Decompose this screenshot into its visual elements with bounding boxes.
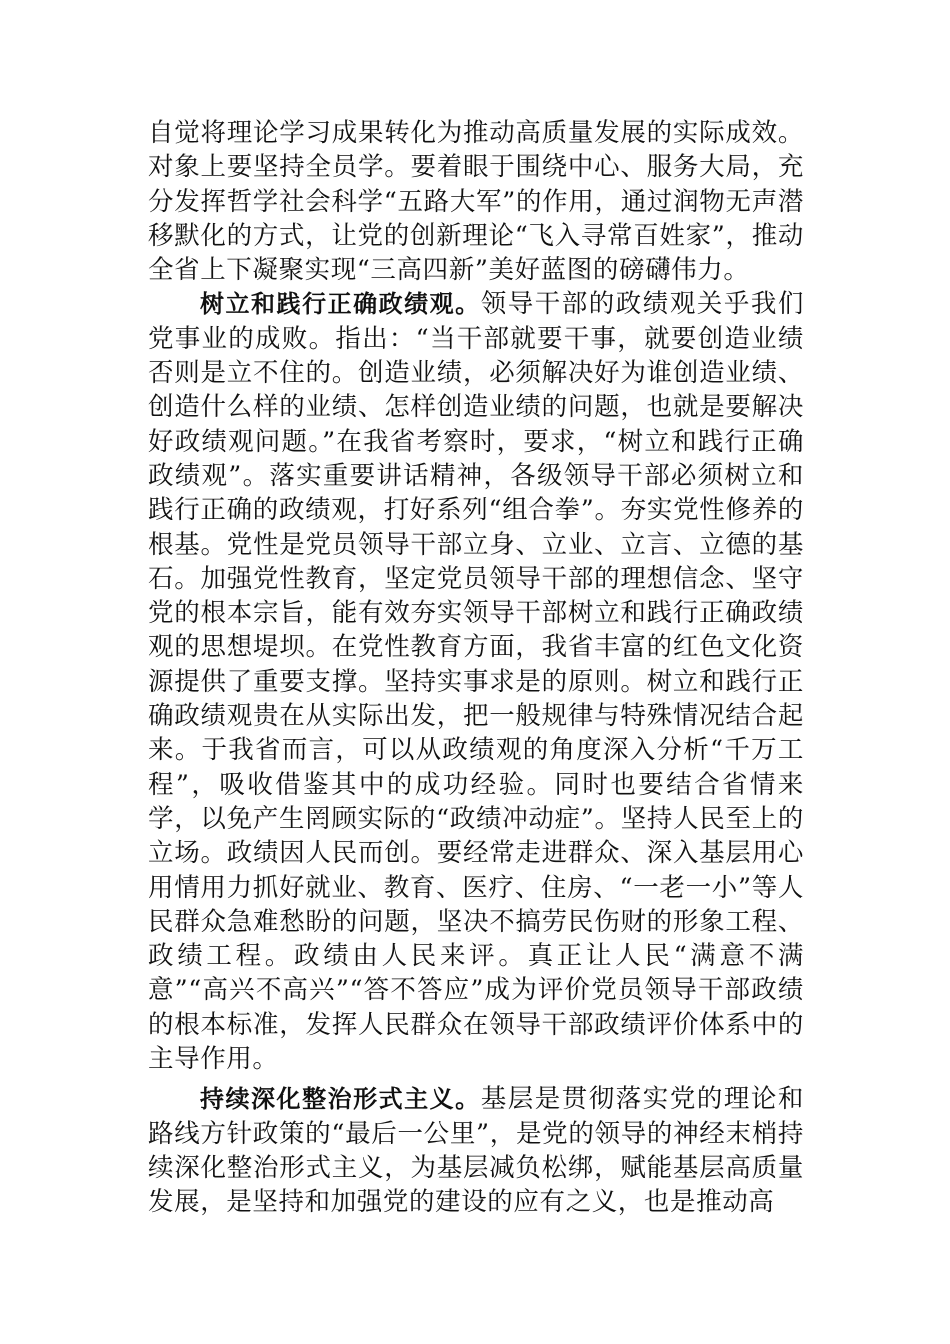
paragraph-heading: 树立和践行正确政绩观。: [200, 290, 481, 319]
paragraph-text: 基层是贯彻落实党的理论和路线方针政策的“最后一公里”，是党的领导的神经末梢持续深化整治形式主义，为基层减负松绑，赋能基层高质量发展，是坚持和加强党的建设的应有之义，也是推动高: [148, 1084, 804, 1218]
paragraph-text: 自觉将理论学习成果转化为推动高质量发展的实际成效。对象上要坚持全员学。要着眼于围绕中心、服务大局，充分发挥哲学社会科学“五路大军”的作用，通过润物无声潜移默化的方式，让党的创新理论“飞入寻常百姓家”，推动全省上下凝聚实现“三高四新”美好蓝图的磅礴伟力。: [148, 118, 804, 286]
paragraph-formalism: [148, 1082, 804, 1219]
paragraph-text: 领导干部的政绩观关乎我们党事业的成败。指出：“当干部就要干事，就要创造业绩否则是立不住的。创造业绩，必须解决好为谁创造业绩、创造什么样的业绩、怎样创造业绩的问题，也就是要解决好政绩观问题。”在我省考察时，要求，“树立和践行正确政绩观”。落实重要讲话精神，各级领导干部必须树立和践行正确的政绩观，打好系列“组合拳”。夯实党性修养的根基。党性是党员领导干部立身、立业、立言、立德的基石。加强党性教育，坚定党员领导干部的理想信念、坚守党的根本宗旨，能有效夯实领导干部树立和践行正确政绩观的思想堤坝。在党性教育方面，我省丰富的红色文化资源提供了重要支撑。坚持实事求是的原则。树立和践行正确政绩观贵在从实际出发，把一般规律与特殊情况结合起来。于我省而言，可以从政绩观的角度深入分析“千万工程”，吸收借鉴其中的成功经验。同时也要结合省情来学，以免产生罔顾实际的“政绩冲动症”。坚持人民至上的立场。政绩因人民而创。要经常走进群众、深入基层用心用情用力抓好就业、教育、医疗、住房、“一老一小”等人民群众急难愁盼的问题，坚决不搞劳民伤财的形象工程、政绩工程。政绩由人民来评。真正让人民“满意不满意”“高兴不高兴”“答不答应”成为评价党员领导干部政绩的根本标准，发挥人民群众在领导干部政绩评价体系中的主导作用。: [148, 289, 804, 1075]
document-body: [148, 116, 804, 1220]
paragraph-continuation: [148, 116, 804, 287]
paragraph-performance-view: [148, 287, 804, 1076]
paragraph-heading: 持续深化整治形式主义。: [200, 1085, 481, 1114]
